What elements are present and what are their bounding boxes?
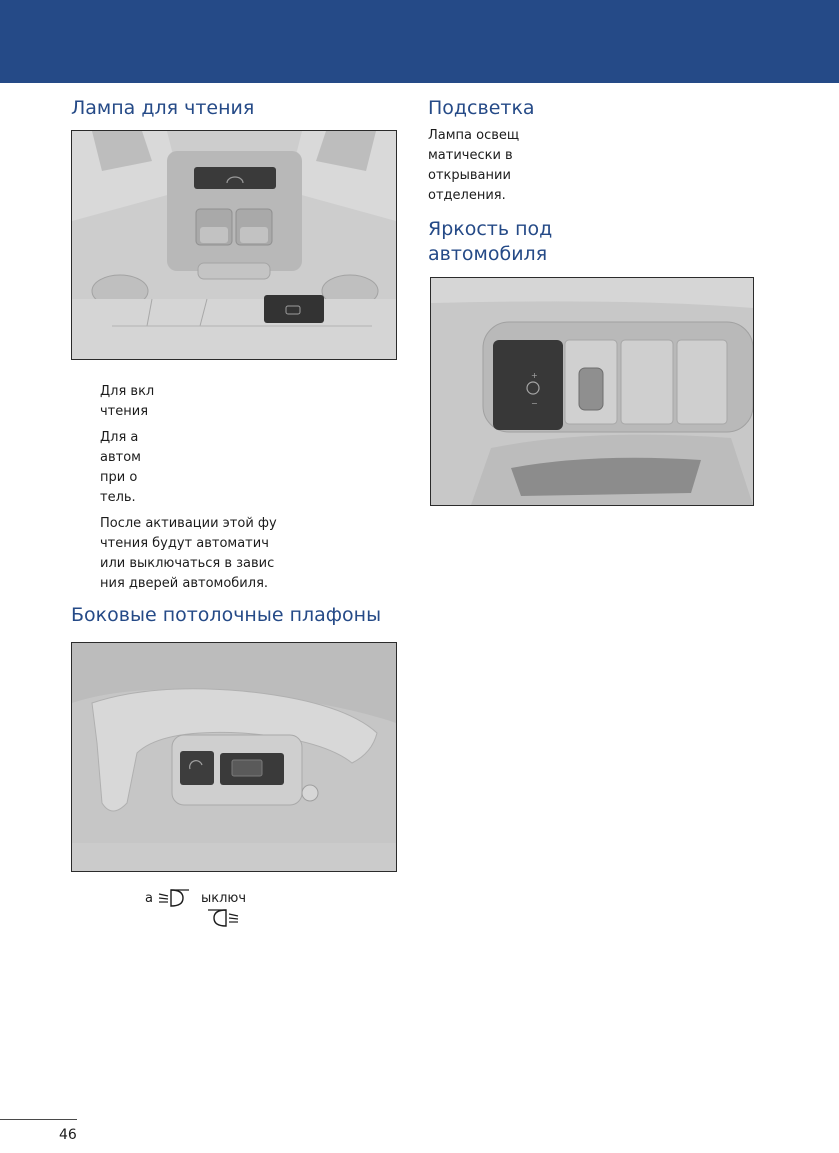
side-lamp-illustration (72, 643, 396, 871)
header-bar (0, 0, 839, 83)
reading-lamp-sun-icon (194, 167, 276, 189)
dimmer-switch-illustration (431, 278, 753, 505)
paragraph-reading-lamp-switch: Для вкл чтения (100, 384, 155, 419)
svg-text:−: − (531, 399, 538, 408)
photo-dimmer-switch (430, 277, 754, 506)
headlight-beam-icon (157, 886, 189, 908)
photo-side-ceiling-lamp (71, 642, 397, 872)
photo-overhead-console (71, 130, 397, 360)
paragraph-backlight: Лампа освещ матически в открывании отделения. (428, 128, 520, 203)
paragraph-reading-lamp-auto: Для а автом при о тель. (100, 430, 141, 505)
footer-rule (0, 1119, 77, 1120)
headlight-beam-icon (208, 906, 242, 928)
overhead-console-illustration (72, 131, 396, 359)
heading-side-ceiling-lamps: Боковые потолочные плафоны (71, 604, 382, 626)
heading-reading-lamp: Лампа для чтения (71, 97, 255, 119)
text-fragment-a: а (145, 891, 153, 906)
side-lamp-button-icon (180, 751, 214, 785)
text-fragment-off: ыключ (201, 891, 247, 906)
paragraph-reading-lamp-activation: После активации этой фу чтения будут автоматич или выключаться в завис ния дверей автомобиля. (100, 516, 277, 591)
page-number: 46 (59, 1127, 77, 1143)
heading-backlight: Подсветка (428, 97, 535, 119)
svg-text:+: + (531, 371, 538, 380)
heading-brightness: Яркость под автомобиля (428, 218, 553, 265)
